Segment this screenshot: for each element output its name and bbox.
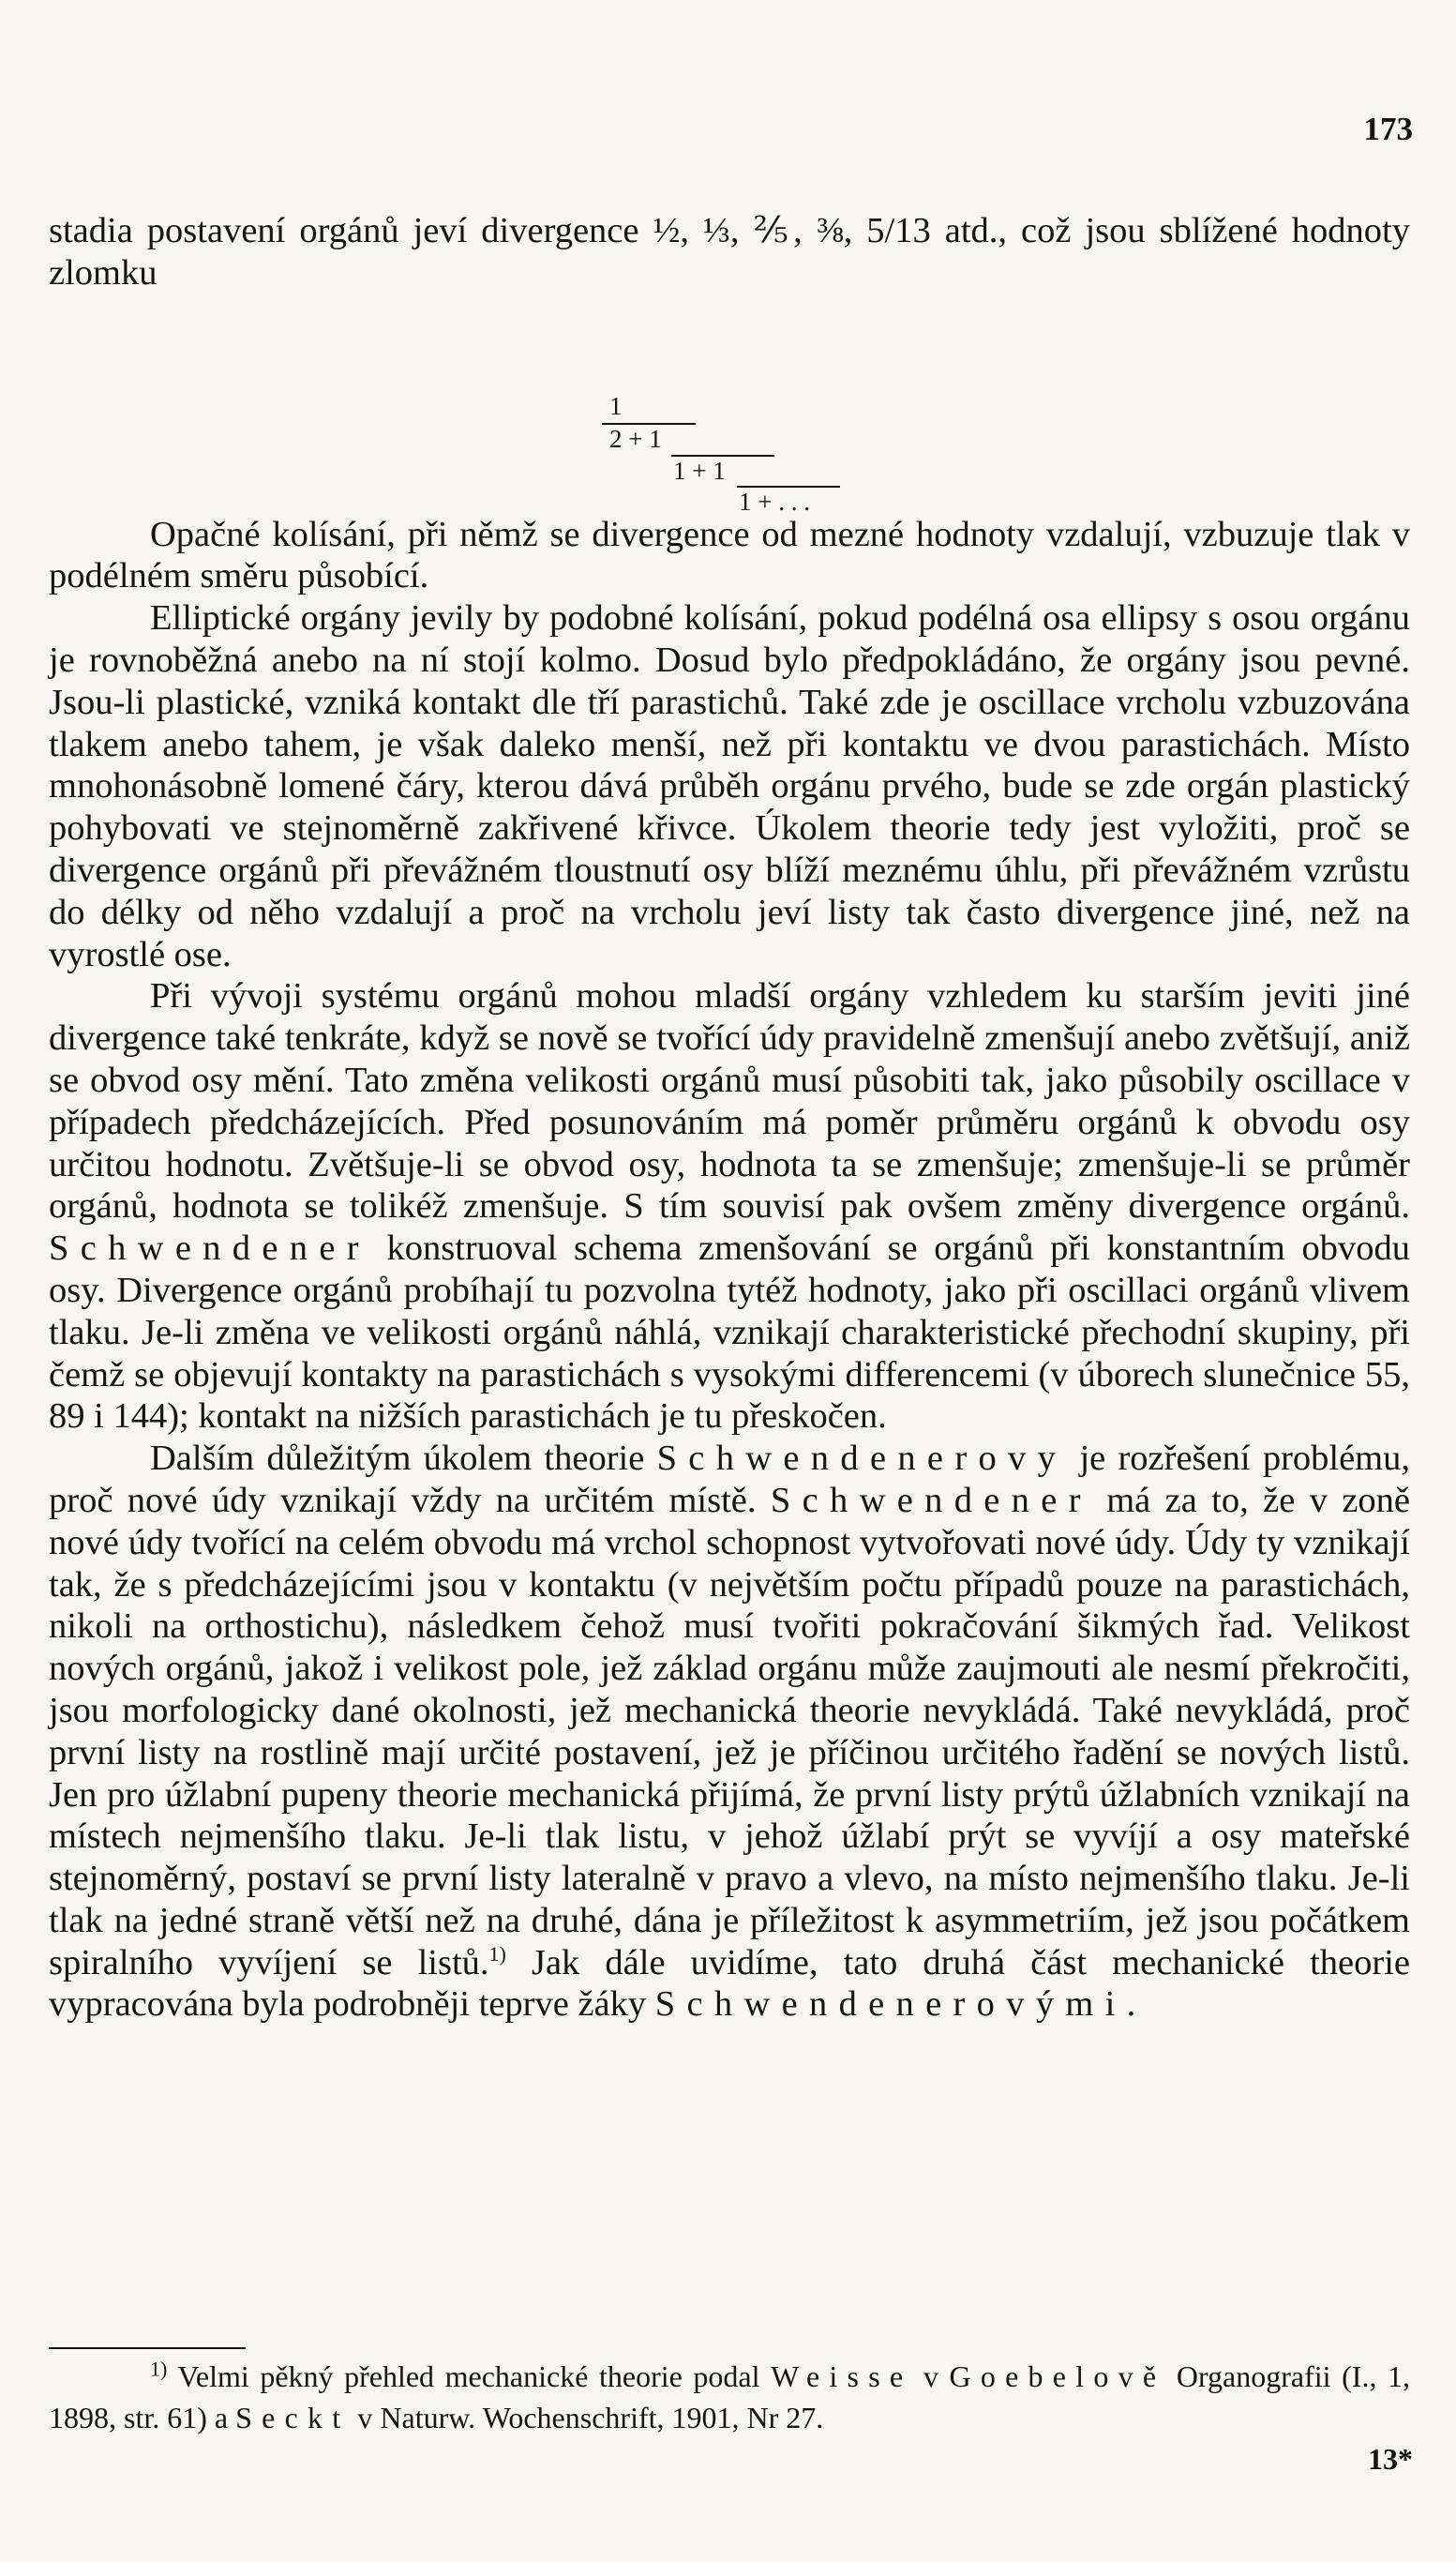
author-name-schwendenerovymi: Schwendenerovými bbox=[654, 1984, 1127, 2025]
cf-denominator-2: 1 + 1 bbox=[673, 456, 726, 485]
paragraph-1: Opačné kolísání, při němž se divergence od mezné hodnoty vzdalují, vzbuzuje tlak v podélném směru působící. bbox=[49, 514, 1410, 596]
cf-denominator-3: 1 + . . . bbox=[739, 487, 810, 516]
footnote-text-1: Velmi pěkný přehled mechanické theorie podal bbox=[167, 2359, 772, 2393]
footnote-name-seckt: Seckt bbox=[235, 2401, 351, 2434]
footnote-text-3: Organografii (I., 1, 1898, str. 61) a bbox=[49, 2359, 1411, 2434]
paragraph-4-text-e: . bbox=[1126, 1984, 1136, 2025]
footnote bbox=[49, 2356, 1410, 2438]
footnote-text-2: v bbox=[912, 2359, 950, 2393]
footnote-reference[interactable]: 1) bbox=[488, 1941, 506, 1966]
intro-text-b: atd., což jsou sblížené hodnoty zlomku bbox=[49, 211, 1410, 293]
signature-mark: 13* bbox=[1368, 2442, 1413, 2476]
paragraph-4-text-b: je rozřešení problému, proč nové údy vznikají vždy na určitém místě. bbox=[49, 1439, 1410, 1520]
paragraph-4-text-d: Jak dále uvidíme, tato druhá část mechanické theorie vypracována byla podrobněji teprve žáky bbox=[49, 1942, 1410, 2025]
footnote-marker: 1) bbox=[150, 2357, 168, 2381]
footnote-text-4: v Naturw. Wochenschrift, 1901, Nr 27. bbox=[350, 2401, 824, 2434]
author-name-schwendenerovy: Schwendenerovy bbox=[656, 1439, 1068, 1479]
paragraph-4-text-a: Dalším důležitým úkolem theorie bbox=[150, 1439, 657, 1479]
footnote-name-goebel: Goebelově bbox=[949, 2359, 1166, 2393]
paragraph-4-text-c: má za to, že v zoně nové údy tvořící na celém obvodu má vrchol schopnost vytvořovati nové údy. Údy ty vznikají tak, že s předcházejícími jsou v kontaktu (v největším počtu případů pouze na parastichách, nikoli na orthostichu), následkem čehož musí tvořiti pokračování šikmých řad. Velikost nových orgánů, jakož i velikost pole, jež základ orgánu může zaujmouti ale nesmí překročiti, jsou morfologicky dané okolnosti, jež mechanická theorie nevykládá. Také nevykládá, proč první listy na rostlině mají určité postavení, jež je příčinou určitého řadění se nových listů. Jen pro úžlabní pupeny theorie mechanická přijímá, že první listy prýtů úžlabních vznikají na místech nejmenšího tlaku. Je-li tlak listu, v jehož úžlabí prýt se vyvíjí a osy mateřské stejnoměrný, postaví se první listy lateralně v pravo a vlevo, na místo nejmenšího tlaku. Je-li tlak na jedné straně větší než na druhé, dána je příležitost k asymmetriím, jež jsou počátkem spiralního vyvíjení se listů. bbox=[49, 1480, 1411, 1982]
intro-paragraph bbox=[49, 210, 1410, 294]
footnote-name-weisse: Weisse bbox=[771, 2359, 913, 2393]
paragraph-3-text-b: konstruoval schema zmenšování se orgánů při konstantním obvodu osy. Divergence orgánů probíhají tu pozvolna tytéž hodnoty, jako při oscillaci orgánů vlivem tlaku. Je-li změna ve velikosti orgánů náhlá, vznikají charakteristické přechodní skupiny, při čemž se objevují kontakty na parastichách s vysokými differencemi (v úborech slunečnice 55, 89 i 144); kontakt na nižších parastichách je tu přeskočen. bbox=[49, 1228, 1410, 1437]
continued-fraction bbox=[49, 294, 1410, 516]
footnote-divider bbox=[49, 2347, 246, 2349]
paragraph-4 bbox=[49, 1438, 1410, 2026]
author-name-schwendener: Schwendener bbox=[49, 1228, 370, 1269]
divergence-fractions: ½, ⅓, ⅖, ⅜, 5/13 bbox=[653, 211, 931, 250]
main-text bbox=[49, 210, 1410, 2026]
paragraph-3 bbox=[49, 975, 1410, 1438]
page-number: 173 bbox=[1363, 111, 1413, 147]
author-name-schwendener-2: Schwendener bbox=[770, 1480, 1092, 1520]
cf-numerator: 1 bbox=[609, 391, 623, 420]
cf-denominator-1: 2 + 1 bbox=[609, 424, 662, 453]
paragraph-2: Elliptické orgány jevily by podobné kolísání, pokud podélná osa ellipsy s osou orgánu je rovnoběžná anebo na ní stojí kolmo. Dosud bylo předpokládáno, že orgány jsou pevné. Jsou-li plastické, vzniká kontakt dle tří parastichů. Také zde je oscillace vrcholu vzbuzována tlakem anebo tahem, je však daleko menší, než při kontaktu ve dvou parastichách. Místo mnohonásobně lomené čáry, kterou dává průběh orgánu prvého, bude se zde orgán plastický pohybovati ve stejnoměrně zakřivené křivce. Úkolem theorie tedy jest vyložiti, proč se divergence orgánů při převážném tloustnutí osy blíží meznému úhlu, při převážném vzrůstu do délky od něho vzdalují a proč na vrcholu jeví listy tak často divergence jiné, než na vyrostlé ose. bbox=[49, 598, 1410, 974]
intro-text-a: stadia postavení orgánů jeví divergence bbox=[49, 211, 653, 250]
paragraph-3-text-a: Při vývoji systému orgánů mohou mladší orgány vzhledem ku starším jeviti jiné divergence také tenkráte, když se nově se tvořící údy pravidelně zmenšují anebo zvětšují, aniž se obvod osy mění. Tato změna velikosti orgánů musí působiti tak, jako působily oscillace v případech předcházejících. Před posunováním má poměr průměru orgánů k obvodu osy určitou hodnotu. Zvětšuje-li se obvod osy, hodnota ta se zmenšuje; zmenšuje-li se průměr orgánů, hodnota se tolikéž zmenšuje. S tím souvisí pak ovšem změny divergence orgánů. bbox=[49, 976, 1410, 1227]
